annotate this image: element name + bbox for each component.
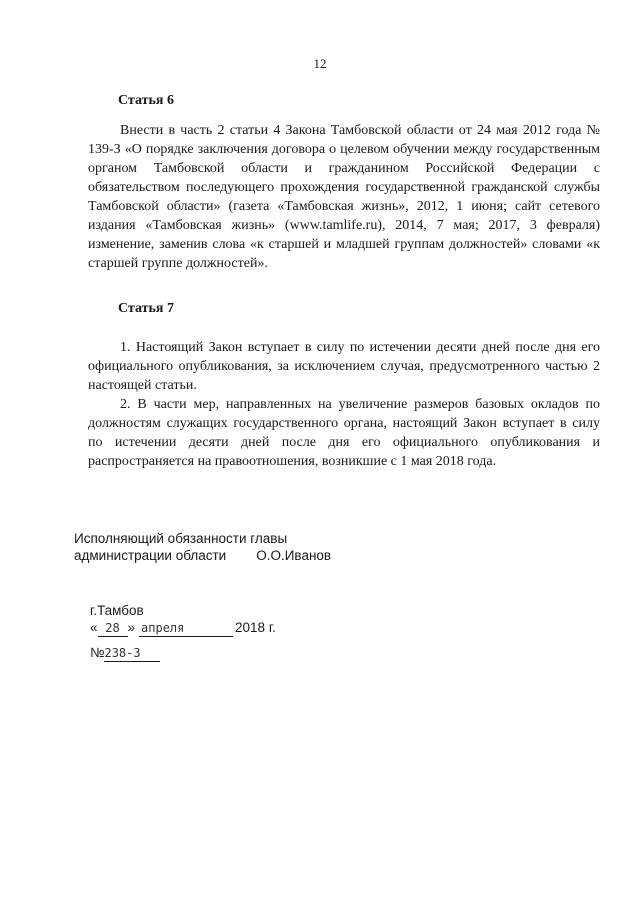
date-day: 28 [98,621,128,637]
signing-date [90,617,276,638]
date-year: 2018 г. [235,620,276,635]
law-number [90,642,276,663]
article-7-paragraph-1: 1. Настоящий Закон вступает в силу по истечении десяти дней после дня его официального опубликования, за исключением случая, предусмотренного частью 2 настоящей статьи. [88,340,600,393]
law-number-value: 238-З [104,646,160,662]
law-number-prefix: № [90,645,105,660]
date-open-quote: « [90,620,98,635]
place-date-block [90,600,276,663]
place: г.Тамбов [90,603,144,618]
signatory-name: О.О.Иванов [256,548,332,563]
page-number: 12 [313,56,327,71]
signatory-title-line-1: Исполняющий обязанности главы [74,531,288,546]
article-6-paragraph: Внести в часть 2 статьи 4 Закона Тамбовской области от 24 мая 2012 года № 139-З «О порядке заключения договора о целевом обучении между государственным органом Тамбовской области и гражданином Российской Федерации с обязательством последующего прохождения государственной гражданской службы Тамбовской области» (газета «Тамбовская жизнь», 2012, 1 июня; сайт сетевого издания «Тамбовская жизнь» (www.tamlife.ru), 2014, 7 мая; 2017, 3 февраля) изменение, заменив слова «к старшей и младшей группам должностей» словами «к старшей группе должностей». [88,123,600,271]
signature-block [74,530,331,564]
article-6-heading: Статья 6 [118,93,174,108]
article-7-heading: Статья 7 [118,301,174,316]
date-close-quote: » [127,620,136,635]
article-7-paragraph-2: 2. В части мер, направленных на увеличение размеров базовых окладов по должностям служащих государственного органа, настоящий Закон вступает в силу по истечении десяти дней после дня его официального опубликования и распространяется на правоотношения, возникшие с 1 мая 2018 года. [88,397,600,469]
date-month: апреля [139,621,233,637]
signatory-title-line-2: администрации области [74,548,227,563]
